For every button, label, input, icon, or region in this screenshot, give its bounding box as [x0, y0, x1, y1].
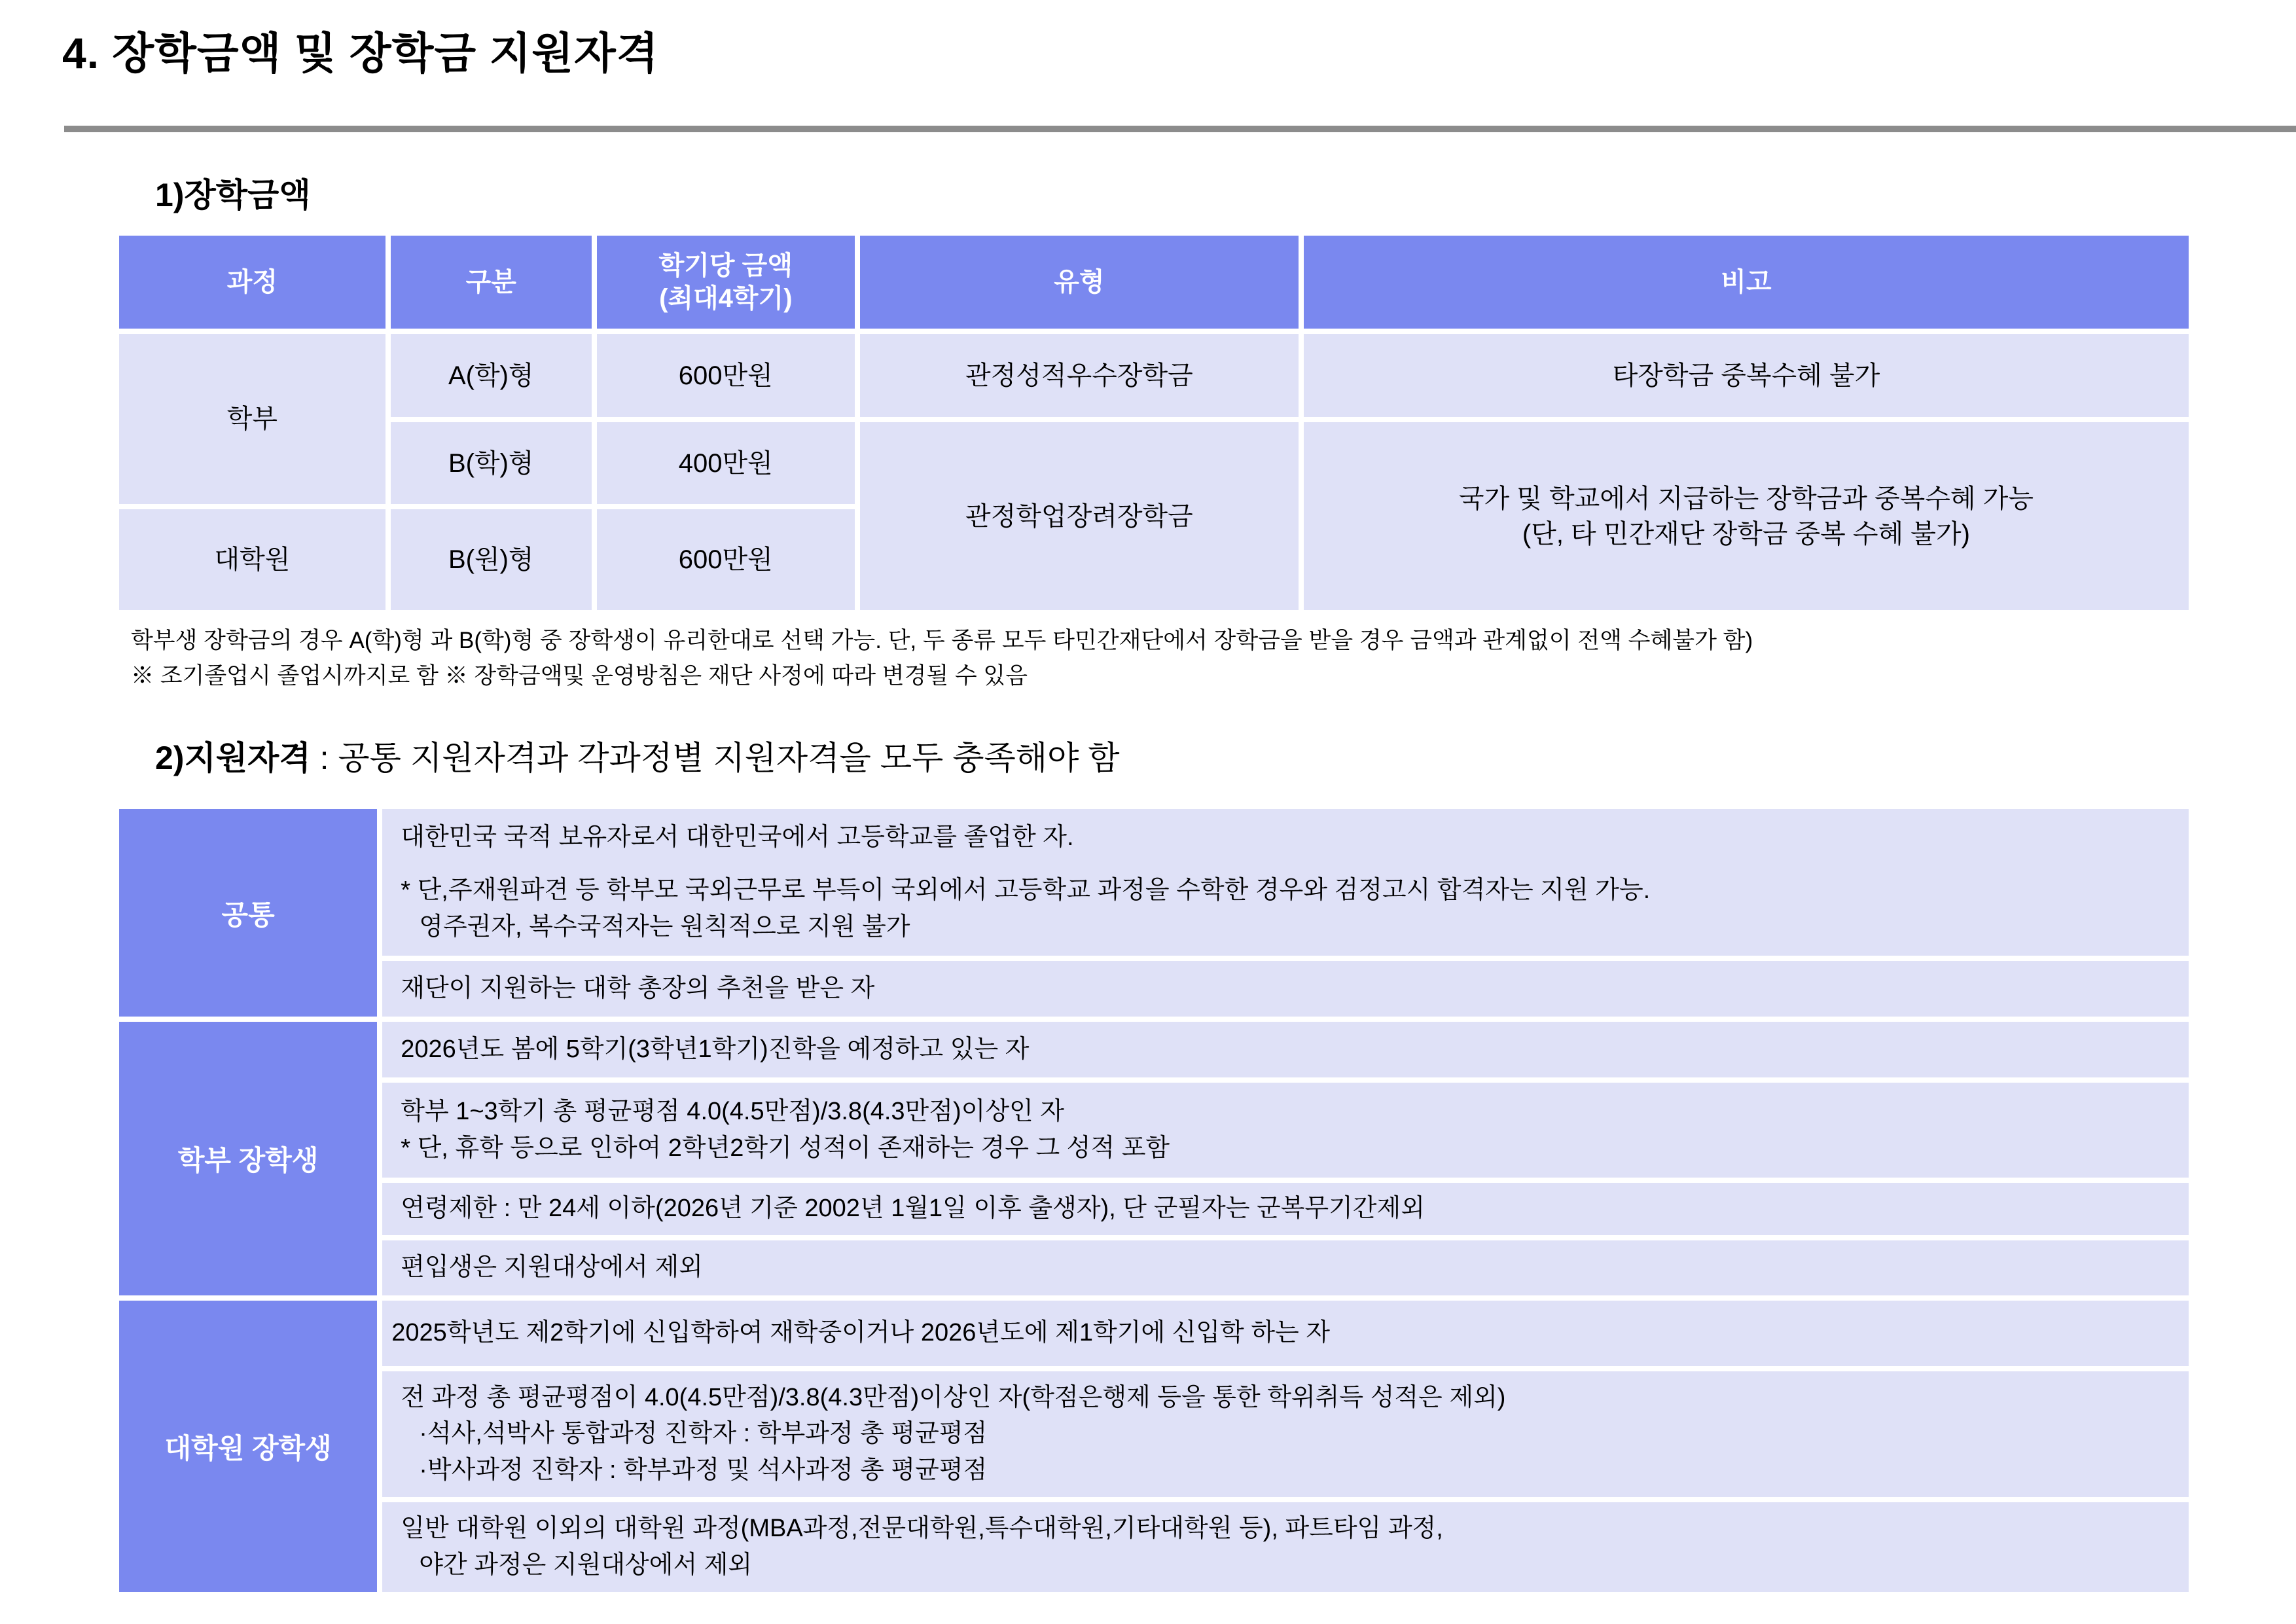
col-header-amount-line1: 학기당 금액	[658, 251, 793, 280]
note-a-cell: 타장학금 중복수혜 불가	[1304, 334, 2189, 417]
title-divider	[64, 126, 2296, 132]
eligibility-row-grad-3	[119, 1502, 2189, 1592]
eligibility-table-wrap	[114, 804, 2194, 1597]
course-grad-cell: 대학원	[119, 509, 386, 610]
type-b-cell: B(학)형	[391, 422, 592, 504]
col-header-amount	[597, 236, 855, 329]
page-title: 4. 장학금액 및 장학금 지원자격	[62, 29, 659, 77]
grad-r3-line1: 일반 대학원 이외의 대학원 과정(MBA과정,전문대학원,특수대학원,기타대학원 등), 파트타임 과정,	[401, 1515, 1443, 1543]
scholarship-amount-table-wrap	[114, 230, 2194, 615]
eligibility-row-common-2	[119, 961, 2189, 1017]
grad-r3-line2: 야간 과정은 지원대상에서 제외	[419, 1551, 753, 1579]
undergrad-requirement-3: 연령제한 : 만 24세 이하(2026년 기준 2002년 1월1일 이후 출생자), 단 군필자는 군복무기간제외	[382, 1183, 2189, 1235]
type-a-cell: A(학)형	[391, 334, 592, 417]
grad-r2-line3: ·박사과정 진학자 : 학부과정 및 석사과정 총 평균평점	[419, 1456, 988, 1484]
group-label-undergrad: 학부 장학생	[119, 1022, 377, 1295]
section2-heading-rest: : 공통 지원자격과 각과정별 지원자격을 모두 충족해야 함	[310, 740, 1120, 776]
grad-requirement-3	[382, 1502, 2189, 1592]
eligibility-row-undergrad-3	[119, 1183, 2189, 1235]
undergrad-r2-line1: 학부 1~3학기 총 평균평점 4.0(4.5만점)/3.8(4.3만점)이상인 자	[401, 1098, 1065, 1126]
amount-row-b	[119, 422, 2189, 504]
amount-a-cell: 600만원	[597, 334, 855, 417]
grad-requirement-2	[382, 1371, 2189, 1497]
note-bg-cell	[1304, 422, 2189, 610]
grad-requirement-1: 2025학년도 제2학기에 신입학하여 재학중이거나 2026년도에 제1학기에 신입학 하는 자	[382, 1301, 2189, 1366]
amount-row-a	[119, 334, 2189, 417]
undergrad-r2-line2: * 단, 휴학 등으로 인하여 2학년2학기 성적이 존재하는 경우 그 성적 포함	[401, 1134, 1170, 1162]
amount-grad-cell: 600만원	[597, 509, 855, 610]
eligibility-row-undergrad-1	[119, 1022, 2189, 1077]
course-undergrad-cell: 학부	[119, 334, 386, 504]
undergrad-requirement-4: 편입생은 지원대상에서 제외	[382, 1240, 2189, 1295]
amount-header-row	[119, 236, 2189, 329]
group-label-common: 공통	[119, 809, 377, 1017]
grad-r2-line2: ·석사,석박사 통합과정 진학자 : 학부과정 총 평균평점	[419, 1420, 988, 1448]
type-grad-cell: B(원)형	[391, 509, 592, 610]
common-requirement-2: 재단이 지원하는 대학 총장의 추천을 받은 자	[382, 961, 2189, 1017]
note-bg-line2: (단, 타 민간재단 장학금 중복 수혜 불가)	[1522, 519, 1970, 549]
common-r1-line3: 영주권자, 복수국적자는 원칙적으로 지원 불가	[419, 912, 910, 941]
grad-r2-line1: 전 과정 총 평균평점이 4.0(4.5만점)/3.8(4.3만점)이상인 자(학점은행제 등을 통한 학위취득 성적은 제외)	[401, 1384, 1506, 1412]
amount-table-notes	[131, 623, 1753, 695]
note-bg-line1: 국가 및 학교에서 지급하는 장학금과 중복수혜 가능	[1458, 484, 2034, 513]
col-header-amount-line2: (최대4학기)	[659, 284, 793, 313]
col-header-course: 과정	[119, 236, 386, 329]
scholarship-amount-table	[114, 230, 2194, 615]
eligibility-row-undergrad-4	[119, 1240, 2189, 1295]
eligibility-row-grad-1	[119, 1301, 2189, 1366]
undergrad-requirement-2	[382, 1083, 2189, 1178]
section2-heading	[155, 732, 1120, 779]
col-header-type: 구분	[391, 236, 592, 329]
amount-b-cell: 400만원	[597, 422, 855, 504]
common-r1-line2: * 단,주재원파견 등 학부모 국외근무로 부득이 국외에서 고등학교 과정을 수학한 경우와 검정고시 합격자는 지원 가능.	[401, 876, 1651, 905]
undergrad-requirement-1: 2026년도 봄에 5학기(3학년1학기)진학을 예정하고 있는 자	[382, 1022, 2189, 1077]
common-r1-line1: 대한민국 국적 보유자로서 대한민국에서 고등학교를 졸업한 자.	[401, 823, 1074, 852]
col-header-note: 비고	[1304, 236, 2189, 329]
eligibility-row-undergrad-2	[119, 1083, 2189, 1178]
note-line-2: ※ 조기졸업시 졸업시까지로 함 ※ 장학금액및 운영방침은 재단 사정에 따라 변경될 수 있음	[131, 663, 1028, 689]
eligibility-row-common-1	[119, 809, 2189, 956]
section1-heading: 1)장학금액	[155, 177, 311, 213]
col-header-category: 유형	[860, 236, 1299, 329]
note-line-1: 학부생 장학금의 경우 A(학)형 과 B(학)형 중 장학생이 유리한대로 선택 가능. 단, 두 종류 모두 타민간재단에서 장학금을 받을 경우 금액과 관계없이 전액 수혜불가 함)	[131, 628, 1753, 653]
eligibility-row-grad-2	[119, 1371, 2189, 1497]
category-a-cell: 관정성적우수장학금	[860, 334, 1299, 417]
eligibility-table	[114, 804, 2194, 1597]
group-label-grad: 대학원 장학생	[119, 1301, 377, 1592]
category-bg-cell: 관정학업장려장학금	[860, 422, 1299, 610]
common-requirement-1	[382, 809, 2189, 956]
section2-heading-bold: 2)지원자격	[155, 740, 311, 776]
